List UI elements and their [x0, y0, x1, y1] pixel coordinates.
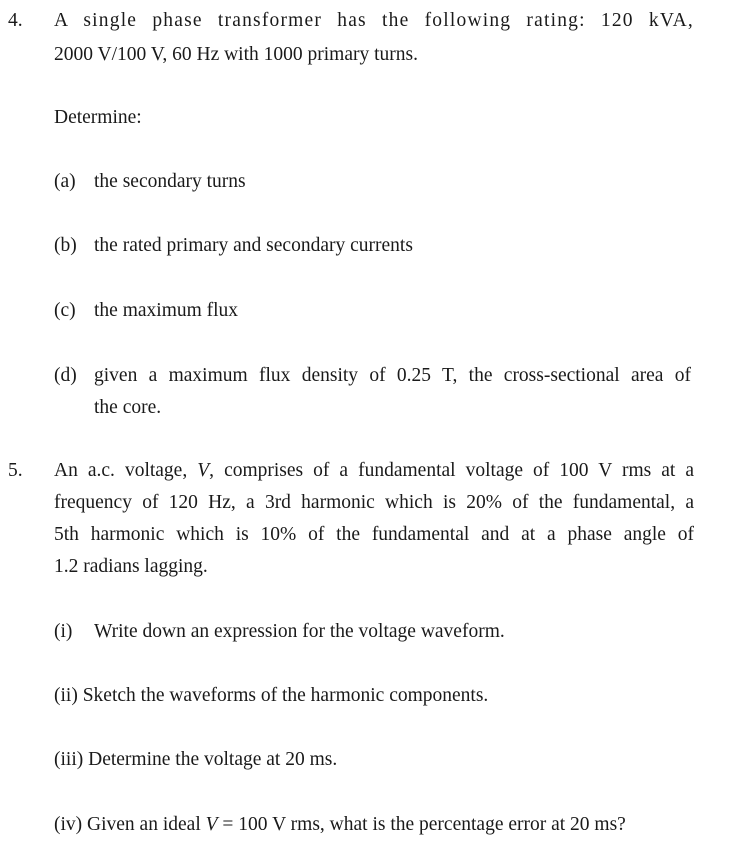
sub-question-label: (iii) — [54, 749, 84, 770]
sub-question — [54, 170, 694, 194]
sub-question-text: the secondary turns — [94, 171, 246, 192]
question-text-line: frequency of 120 Hz, a 3rd harmonic which is 20% of the fundamental, a — [54, 492, 694, 513]
text-run: , comprises of a fundamental voltage of 100 V rms at a — [209, 460, 695, 481]
sub-question — [54, 234, 694, 258]
sub-question — [54, 684, 694, 708]
sub-question-text: the rated primary and secondary currents — [94, 235, 413, 256]
text-run: An a.c. voltage, — [54, 460, 198, 481]
sub-question-label: (d) — [54, 365, 77, 386]
text-run: = 100 V rms, what is the percentage error at 20 ms? — [217, 814, 626, 835]
question-number: 4. — [8, 10, 23, 31]
sub-question-label: (b) — [54, 235, 77, 256]
sub-question-label: (a) — [54, 171, 76, 192]
variable: V — [205, 814, 218, 835]
variable: V — [197, 460, 210, 481]
question-text-line — [54, 459, 694, 483]
sub-question-label: (i) — [54, 621, 73, 642]
sub-question — [54, 748, 694, 772]
question-text-line: 2000 V/100 V, 60 Hz with 1000 primary turns. — [54, 44, 418, 65]
sub-question-text: Sketch the waveforms of the harmonic components. — [82, 685, 489, 706]
sub-question — [54, 620, 694, 644]
instruction-text: Determine: — [54, 107, 142, 128]
sub-question-text: the maximum flux — [94, 300, 239, 321]
sub-question-text: Write down an expression for the voltage waveform. — [94, 621, 505, 642]
text-run: Given an ideal — [87, 814, 206, 835]
sub-question-label: (c) — [54, 300, 76, 321]
question-text-line: A single phase transformer has the following rating: 120 kVA, — [54, 10, 694, 31]
question-number: 5. — [8, 460, 23, 481]
sub-question-text: Determine the voltage at 20 ms. — [88, 749, 338, 770]
question-text-line: 5th harmonic which is 10% of the fundamental and at a phase angle of — [54, 524, 694, 545]
sub-question-label: (iv) — [54, 814, 83, 835]
sub-question — [54, 813, 694, 837]
sub-question — [54, 299, 694, 323]
sub-question-text-continuation: the core. — [94, 397, 162, 418]
question-text-line: 1.2 radians lagging. — [54, 556, 208, 577]
sub-question-label: (ii) — [54, 685, 78, 706]
sub-question-text: given a maximum flux density of 0.25 T, the cross-sectional area of — [94, 365, 691, 386]
